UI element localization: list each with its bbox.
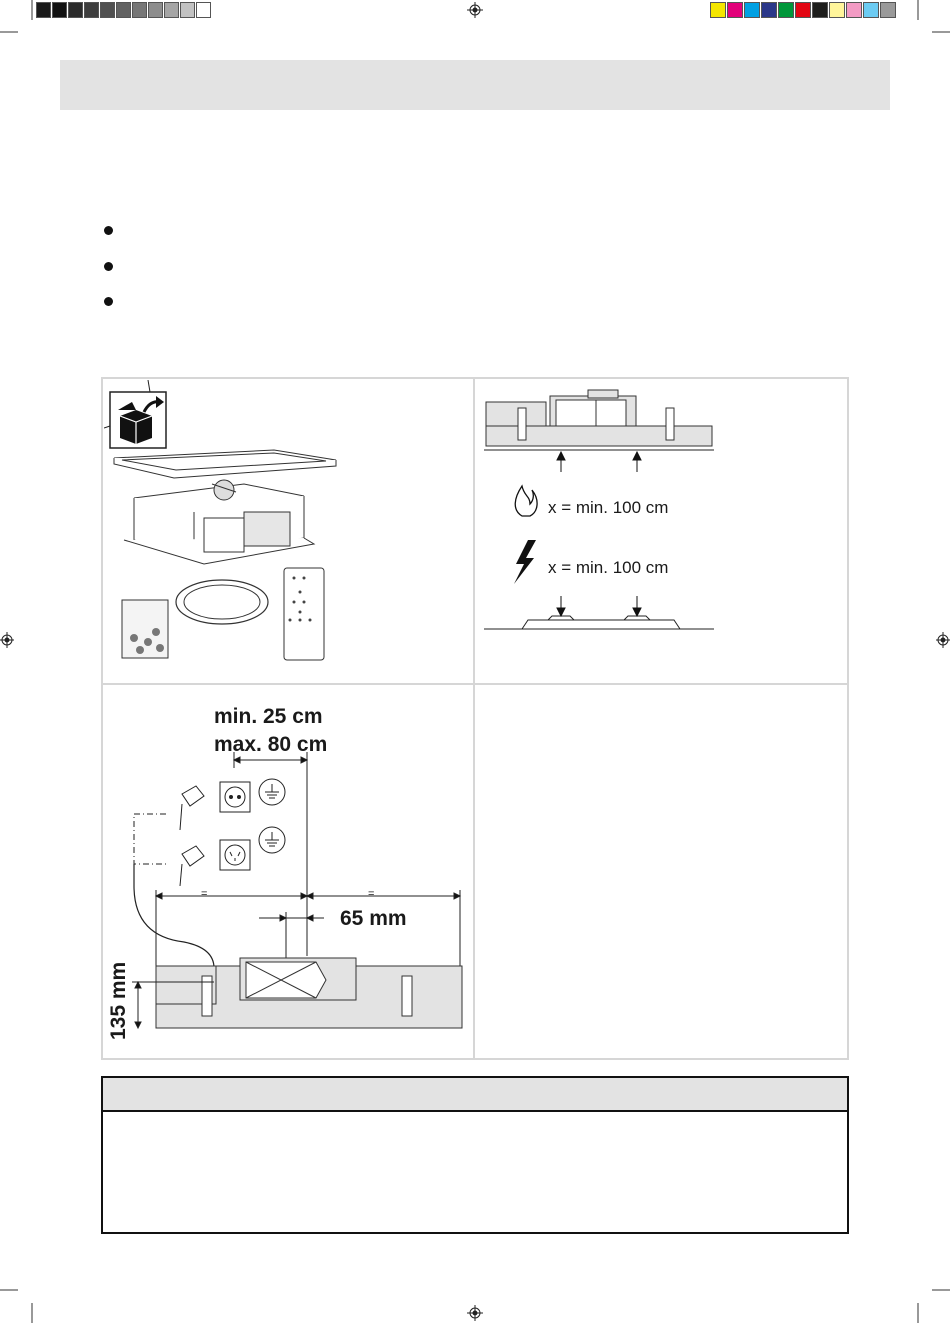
down-arrows	[557, 596, 641, 616]
screw-bag	[122, 600, 168, 658]
up-arrows	[557, 452, 641, 472]
note-box-header	[103, 1078, 847, 1112]
hood-side-view	[486, 390, 712, 446]
grid-divider-vertical	[473, 377, 475, 1060]
ground-symbol-icon	[259, 779, 285, 853]
equal-left-label: =	[201, 888, 208, 900]
crosshair-left	[0, 632, 14, 648]
max-distance-label: max. 80 cm	[214, 733, 328, 756]
note-box	[101, 1076, 849, 1234]
earthed-socket-icon	[220, 782, 250, 812]
min-distance-label: min. 25 cm	[214, 705, 323, 728]
bullet-1	[104, 226, 113, 235]
crosshair-bottom	[467, 1305, 483, 1321]
hood-unit	[124, 480, 314, 564]
ring-flange	[176, 580, 268, 624]
grid-divider-horizontal	[101, 683, 849, 685]
gas-clearance-text: x = min. 100 cm	[548, 498, 669, 517]
crosshair-right	[936, 632, 950, 648]
equal-right-label: =	[368, 888, 375, 900]
mounting-frame	[114, 450, 336, 478]
panel-unpack-contents	[104, 380, 472, 682]
lightning-icon	[514, 540, 536, 584]
remote-control	[284, 568, 324, 660]
open-box-arrow-icon	[104, 380, 166, 448]
flame-icon	[515, 486, 537, 516]
electric-clearance-text: x = min. 100 cm	[548, 558, 669, 577]
height-label: 135 mm	[107, 961, 130, 1040]
offset-label: 65 mm	[340, 907, 407, 930]
panel-clearance	[478, 380, 846, 680]
plug-icon	[180, 786, 204, 886]
section-header-bar	[60, 60, 890, 110]
bullet-2	[104, 262, 113, 271]
crosshair-top	[467, 2, 483, 18]
hob-outline	[484, 616, 714, 629]
bullet-3	[104, 297, 113, 306]
australian-socket-icon	[220, 840, 250, 870]
